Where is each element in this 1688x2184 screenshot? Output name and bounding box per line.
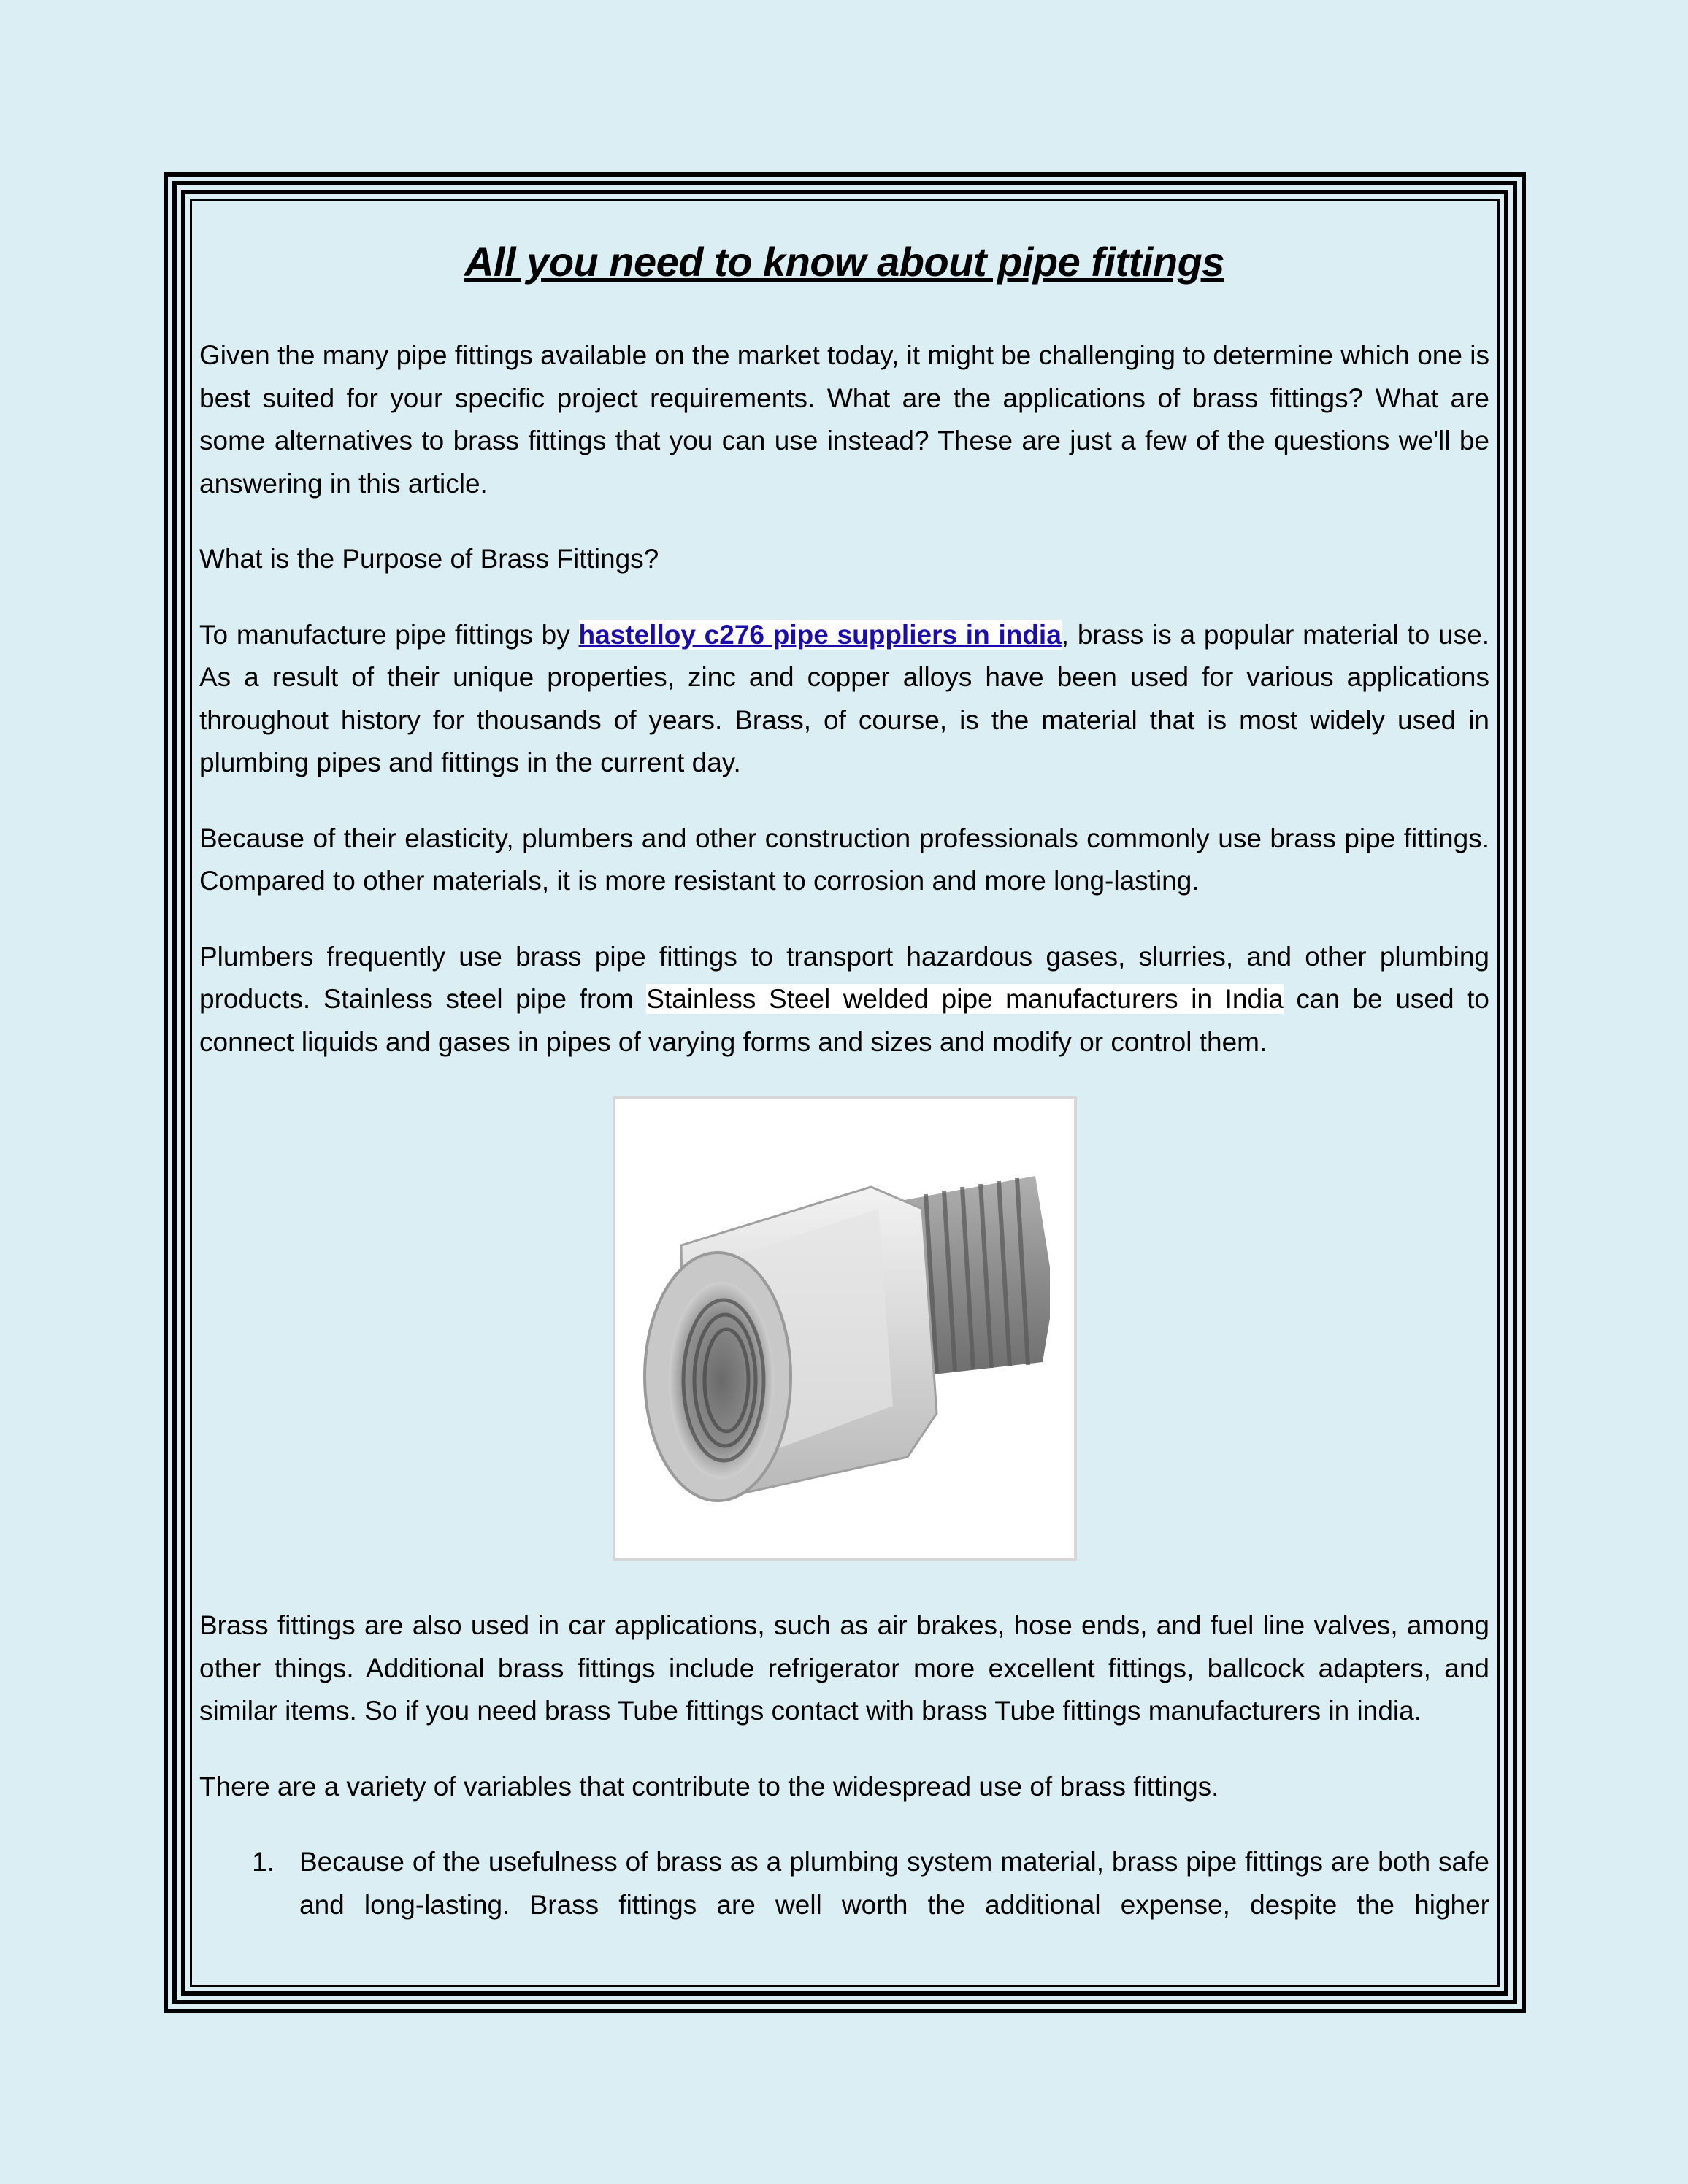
elasticity-paragraph: Because of their elasticity, plumbers and other construction professionals commonly use brass pipe fittings. Compared to other materials, it is more resistant to corrosion and more long-lasting. <box>199 823 1489 896</box>
plumbers-paragraph <box>199 936 1489 1064</box>
variables-paragraph: There are a variety of variables that contribute to the widespread use of brass fittings. <box>199 1771 1219 1802</box>
list-item-number: 1. <box>252 1847 275 1877</box>
plumbers-text-after: can be used to connect liquids and gases in pipes of varying forms and sizes and modify or control them. <box>199 984 1489 1057</box>
document-title: All you need to know about pipe fittings <box>464 239 1224 285</box>
list-item-text: Because of the usefulness of brass as a plumbing system material, brass pipe fittings are both safe and long-lasting. Brass fittings are well worth the additional expense, despite the higher <box>299 1847 1489 1920</box>
reasons-list <box>199 1841 1489 1926</box>
pipe-fitting-image <box>613 1096 1077 1561</box>
pipe-fitting-illustration <box>615 1099 1074 1558</box>
plumbers-text-before: Plumbers frequently use brass pipe fittings to transport hazardous gases, slurries, and other plumbing products. Stainless steel pipe from <box>199 941 1489 1014</box>
document-content <box>199 232 1489 1926</box>
manufacture-text-before: To manufacture pipe fittings by <box>199 619 579 650</box>
car-applications-paragraph: Brass fittings are also used in car applications, such as air brakes, hose ends, and fuel line valves, among other things. Additional brass fittings include refrigerator more excellent fittings, ballcock adapters, and similar items. So if you need brass Tube fittings contact with brass Tube fittings manufacturers in india. <box>199 1610 1489 1726</box>
intro-paragraph: Given the many pipe fittings available on the market today, it might be challenging to determine which one is best suited for your specific project requirements. What are the applications of brass fittings? What are some alternatives to brass fittings that you can use instead? These are just a few of the questions we'll be answering in this article. <box>199 340 1489 499</box>
manufacture-paragraph <box>199 614 1489 785</box>
figure <box>199 1096 1489 1561</box>
stainless-steel-manufacturer-text: Stainless Steel welded pipe manufacturers in India <box>646 984 1284 1014</box>
manufacture-text-after: , brass is a popular material to use. As a result of their unique properties, zinc and copper alloys have been used for various applications throughout history for thousands of years. Brass, of course, is the material that is most widely used in plumbing pipes and fittings in the current day. <box>199 619 1489 777</box>
purpose-heading: What is the Purpose of Brass Fittings? <box>199 544 659 574</box>
list-item <box>199 1841 1489 1926</box>
hastelloy-supplier-link[interactable]: hastelloy c276 pipe suppliers in india <box>578 619 1062 650</box>
